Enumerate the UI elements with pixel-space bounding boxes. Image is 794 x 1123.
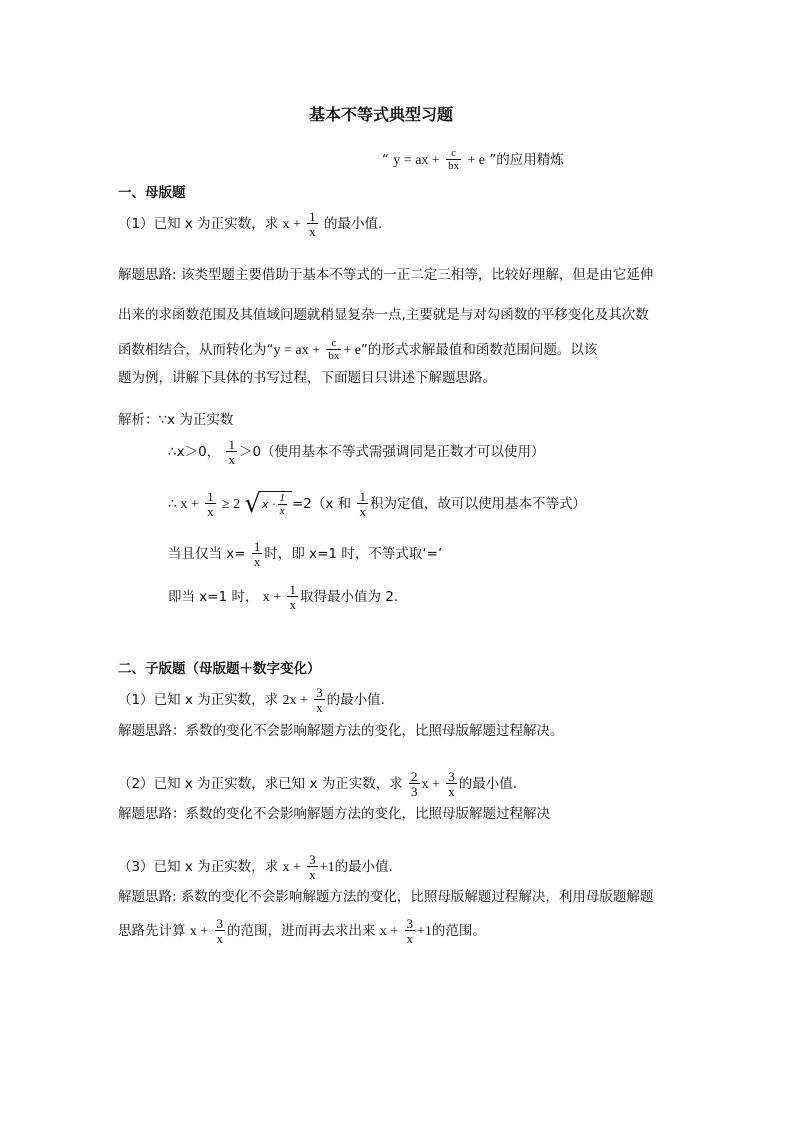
solution-line3: ∴ x + $\frac{1}{x}$ ≥ 2 √ x · $\frac{1}{x}$ =2（x 和 $\frac{1}{x}$ 积为定值，故可以使用基本不等式） xyxy=(168,489,586,519)
fraction: $\frac{1}{x}$ xyxy=(228,437,235,467)
radical-sign-icon: √ xyxy=(244,489,261,519)
fraction: $\frac{1}{x}$ xyxy=(279,492,285,517)
subtitle: “ y = ax + $\frac{c}{bx}$ + e ”的应用精炼 xyxy=(382,147,564,172)
section2-idea-2: 解题思路：系数的变化不会影响解题方法的变化，比照母版解题过程解决 xyxy=(118,806,550,822)
section1-heading: 一、母版题 xyxy=(118,185,186,201)
fraction: $\frac{c}{bx}$ xyxy=(328,337,340,362)
section2-heading: 二、子版题（母版题＋数字变化） xyxy=(118,661,321,677)
fraction: $\frac{1}{x}$ xyxy=(309,209,316,239)
page-title: 基本不等式典型习题 xyxy=(309,107,454,124)
section2-idea-1: 解题思路：系数的变化不会影响解题方法的变化，比照母版解题过程解决。 xyxy=(118,723,564,739)
fraction: $\frac{3}{x}$ xyxy=(316,685,323,715)
section2-idea-3-line2: 思路先计算 x + $\frac{3}{x}$ 的范围，进而再去求出来 x + $\frac{3}{x}$ +1的范围。 xyxy=(118,916,486,946)
fraction: $\frac{3}{x}$ xyxy=(309,852,316,882)
fraction: $\frac{2}{3}$ xyxy=(411,769,418,799)
section1-idea-line3: 函数相结合，从而转化为“y = ax + $\frac{c}{bx}$ + e”的形式求解最值和函数范围问题。以该 xyxy=(118,337,598,362)
section2-idea-3-line1: 解题思路: 系数的变化不会影响解题方法的变化，比照母版解题过程解决，利用母版题解题 xyxy=(118,889,654,905)
fraction: $\frac{3}{x}$ xyxy=(406,916,413,946)
fraction: $\frac{1}{x}$ xyxy=(253,539,261,569)
section1-idea-line4: 题为例，讲解下具体的书写过程，下面题目只讲述下解题思路。 xyxy=(118,370,496,386)
fraction: $\frac{3}{x}$ xyxy=(216,916,223,946)
subtitle-fraction: $\frac{c}{bx}$ xyxy=(448,147,460,172)
section2-question-3: （3）已知 x 为正实数，求 x + $\frac{3}{x}$ +1的最小值. xyxy=(118,852,393,882)
solution-line1: 解析：∵x 为正实数 xyxy=(118,412,234,428)
fraction: $\frac{3}{x}$ xyxy=(448,769,455,799)
section2-question-1: （1）已知 x 为正实数，求 2x + $\frac{3}{x}$ 的最小值. xyxy=(118,685,385,715)
fraction: $\frac{1}{x}$ xyxy=(289,582,296,612)
solution-line2: ∴x＞0， $\frac{1}{x}$ ＞0（使用基本不等式需强调同是正数才可以使用） xyxy=(168,437,545,467)
section2-question-2: （2）已知 x 为正实数，求已知 x 为正实数，求 $\frac{2}{3}$ x + $\frac{3}{x}$ 的最小值. xyxy=(118,769,518,799)
fraction: $\frac{1}{x}$ xyxy=(207,489,214,519)
section1-idea-line1: 解题思路: 该类型题主要借助于基本不等式的一正二定三相等，比较好理解，但是由它延伸 xyxy=(118,267,654,283)
section1-question-1: （1）已知 x 为正实数，求 x + $\frac{1}{x}$ 的最小值. xyxy=(118,209,383,239)
solution-line5: 即当 x=1 时， x + $\frac{1}{x}$ 取得最小值为 2. xyxy=(168,582,399,612)
square-root: √ x · $\frac{1}{x}$ xyxy=(244,491,292,517)
solution-line4: 当且仅当 x= $\frac{1}{x}$ 时，即 x=1 时，不等式取‘=’ xyxy=(168,539,443,569)
fraction: $\frac{1}{x}$ xyxy=(359,489,366,519)
section1-idea-line2: 出来的求函数范围及其值域问题就稍显复杂一点,主要就是与对勾函数的平移变化及其次数 xyxy=(118,307,649,323)
